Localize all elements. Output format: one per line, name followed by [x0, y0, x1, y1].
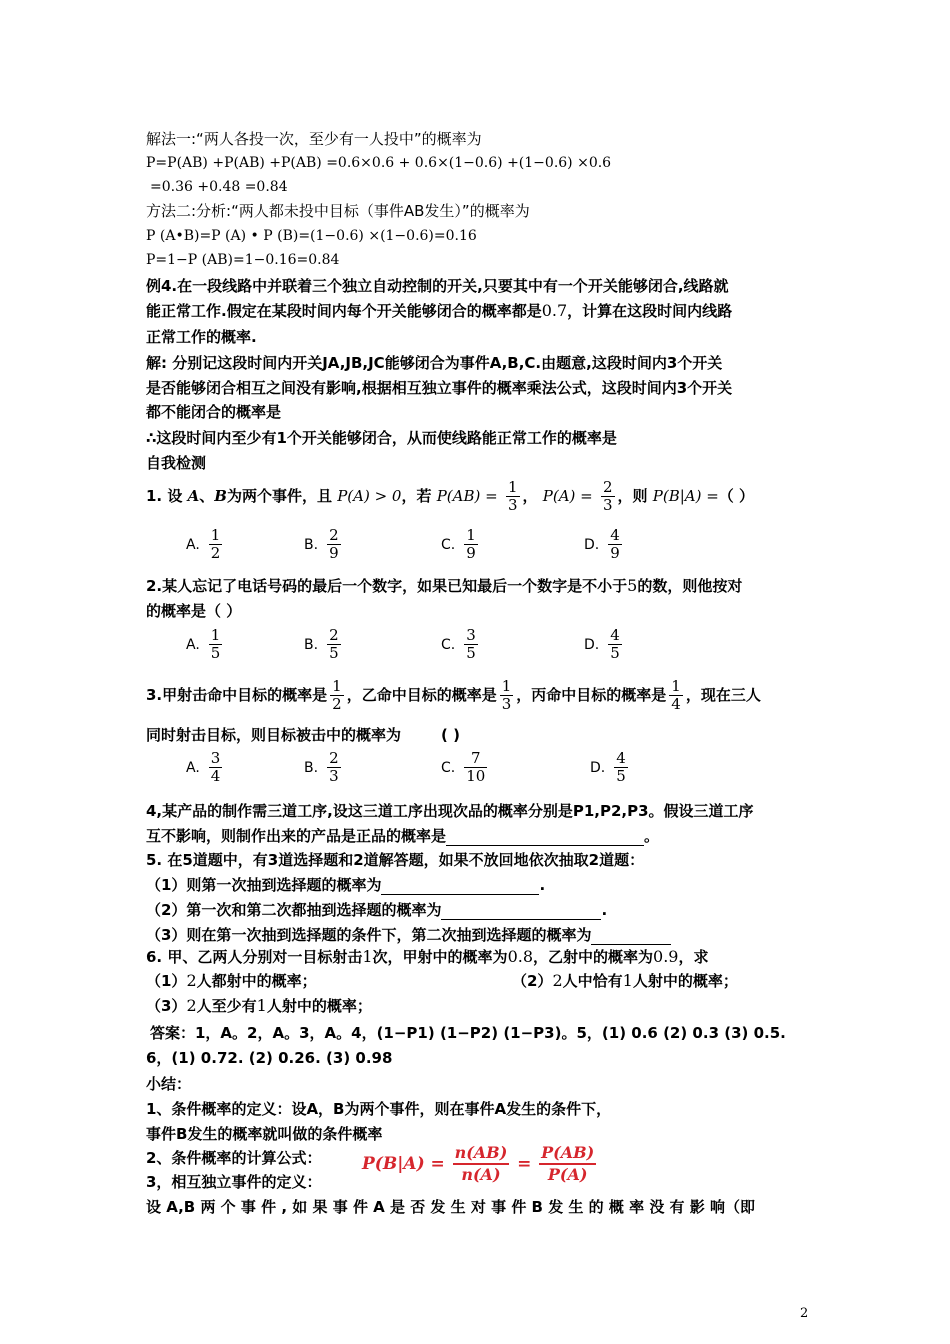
answers-line: 答案：1，A。2，A。3，A。4，(1−P1) (1−P2) (1−P3)。5，(1) 0.6 (2) 0.3 (3) 0.5. [150, 1024, 786, 1042]
question-6-part-1: （1）2人都射中的概率； [146, 971, 317, 990]
q1-option-c: C. $\frac{1}{9}$ [441, 526, 476, 562]
q3-option-d: D. $\frac{4}{5}$ [590, 749, 626, 785]
q2-option-b: B. $\frac{2}{5}$ [304, 626, 339, 662]
text-line: =0.36 +0.48 =0.84 [150, 179, 288, 195]
text-line: 方法二:分析:“两人都未投中目标（事件AB发生）”的概率为 [146, 202, 530, 220]
conditional-probability-formula: P(B|A) = $\frac{n(AB)}{n(A)}$ = $\frac{P(AB)}{P(A)}$ [362, 1143, 595, 1184]
text-line: P=P(AB) +P(AB) +P(AB) =0.6×0.6 + 0.6×(1−0.6) +(1−0.6) ×0.6 [146, 155, 612, 171]
q3-option-b: B. $\frac{2}{3}$ [304, 749, 339, 785]
q1-option-d: D. $\frac{4}{9}$ [584, 526, 620, 562]
example-4-line: 例4.在一段线路中并联着三个独立自动控制的开关,只要其中有一个开关能够闭合,线路就 [146, 277, 729, 295]
summary-item-3-cont: 设 A,B 两 个 事 件 , 如 果 事 件 A 是 否 发 生 对 事 件 B 发 生 的 概 率 没 有 影 响（即 [146, 1198, 755, 1216]
question-6: 6. 甲、乙两人分别对一目标射击1次，甲射中的概率为0.8，乙射中的概率为0.9，求 [146, 947, 709, 966]
question-5-part-2: （2）第一次和第二次都抽到选择题的概率为 . [146, 901, 608, 919]
q2-option-a: A. $\frac{1}{5}$ [186, 626, 221, 662]
question-5-part-3: （3）则在第一次抽到选择题的条件下，第二次抽到选择题的概率为 [146, 925, 671, 945]
question-2-cont: 的概率是（ ） [146, 602, 242, 620]
question-2: 2.某人忘记了电话号码的最后一个数字，如果已知最后一个数字是不小于5的数，则他按对 [146, 576, 743, 595]
q2-option-c: C. $\frac{3}{5}$ [441, 626, 476, 662]
question-3-cont: 同时射击目标，则目标被击中的概率为 ( ) [146, 726, 460, 744]
summary-item-1-cont: 事件B发生的概率就叫做的条件概率 [146, 1125, 383, 1143]
answer-blank[interactable] [591, 928, 671, 945]
solution-line: 解: 分别记这段时间内开关JA,JB,JC能够闭合为事件A,B,C.由题意,这段时间内3个开关 [146, 354, 723, 372]
answers-line: 6，(1) 0.72. (2) 0.26. (3) 0.98 [146, 1049, 393, 1067]
question-1: 1. 设 A、B为两个事件，且 P(A) > 0，若 P(AB) = $\frac{1}{3}$ ， P(A) = $\frac{2}{3}$ ，则 P(B|A) =（ ） [146, 478, 755, 514]
question-6-part-2: （2）2人中恰有1人射中的概率； [512, 971, 738, 990]
summary-title: 小结： [146, 1075, 192, 1093]
example-4-line: 正常工作的概率. [146, 328, 257, 346]
section-title: 自我检测 [146, 454, 207, 472]
q3-option-a: A. $\frac{3}{4}$ [186, 749, 221, 785]
question-5-part-1: （1）则第一次抽到选择题的概率为 . [146, 876, 546, 894]
solution-line: ∴这段时间内至少有1个开关能够闭合，从而使线路能正常工作的概率是 [146, 429, 617, 447]
q1-option-b: B. $\frac{2}{9}$ [304, 526, 339, 562]
question-3: 3.甲射击命中目标的概率是 $\frac{1}{2}$ ，乙命中目标的概率是 $\frac{1}{3}$ ，丙命中目标的概率是 $\frac{1}{4}$ ，现在三人 [146, 677, 761, 713]
text-line: 解法一:“两人各投一次，至少有一人投中”的概率为 [146, 130, 482, 148]
q1-option-a: A. $\frac{1}{2}$ [186, 526, 221, 562]
summary-item-1: 1、条件概率的定义：设A，B为两个事件，则在事件A发生的条件下， [146, 1100, 612, 1118]
solution-line: 都不能闭合的概率是 [146, 403, 282, 421]
summary-item-3: 3，相互独立事件的定义： [146, 1173, 322, 1191]
page-number: 2 [800, 1306, 809, 1321]
answer-blank[interactable] [441, 903, 601, 920]
example-4-line: 能正常工作.假定在某段时间内每个开关能够闭合的概率都是0.7，计算在这段时间内线路 [146, 301, 733, 320]
answer-blank[interactable] [446, 829, 644, 846]
question-4: 4,某产品的制作需三道工序,设这三道工序出现次品的概率分别是P1,P2,P3。假设三道工序 [146, 802, 754, 820]
solution-line: 是否能够闭合相互之间没有影响,根据相互独立事件的概率乘法公式，这段时间内3个开关 [146, 379, 733, 397]
question-4-cont: 互不影响，则制作出来的产品是正品的概率是 。 [146, 827, 660, 845]
question-5: 5. 在5道题中，有3道选择题和2道解答题，如果不放回地依次抽取2道题： [146, 851, 645, 869]
summary-item-2: 2、条件概率的计算公式： [146, 1149, 322, 1167]
answer-blank[interactable] [381, 878, 539, 895]
text-line: P (A•B)=P (A) • P (B)=(1−0.6) ×(1−0.6)=0.16 [146, 228, 477, 244]
q2-option-d: D. $\frac{4}{5}$ [584, 626, 620, 662]
q3-option-c: C. $\frac{7}{10}$ [441, 749, 486, 785]
text-line: P=1−P (AB)=1−0.16=0.84 [146, 252, 340, 268]
question-6-part-3: （3）2人至少有1人射中的概率； [146, 996, 372, 1015]
